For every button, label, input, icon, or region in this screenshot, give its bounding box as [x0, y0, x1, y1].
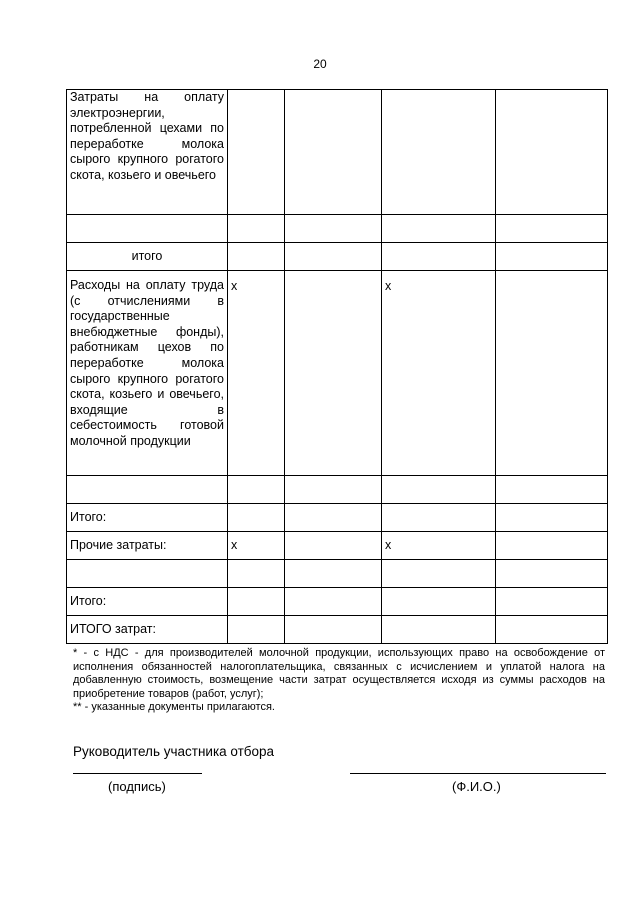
table-cell: x [382, 271, 496, 476]
table-cell [228, 616, 285, 644]
name-line [350, 773, 606, 774]
table-cell [228, 588, 285, 616]
table-cell [285, 616, 382, 644]
signature-label: (подпись) [108, 779, 166, 794]
table-cell [382, 560, 496, 588]
table-cell [228, 243, 285, 271]
table-cell [285, 271, 382, 476]
table-cell [382, 215, 496, 243]
table-cell [496, 504, 608, 532]
table-cell [285, 215, 382, 243]
table-cell [382, 504, 496, 532]
table-cell [496, 616, 608, 644]
table-cell [496, 588, 608, 616]
table-cell [382, 616, 496, 644]
row-label-grand-total: ИТОГО затрат: [67, 616, 228, 644]
table-cell [496, 532, 608, 560]
page-number: 20 [313, 57, 327, 71]
table-cell [496, 90, 608, 215]
table-cell [228, 476, 285, 504]
table-cell [285, 90, 382, 215]
table-row [67, 560, 608, 588]
cost-table [66, 89, 608, 644]
table-cell [67, 476, 228, 504]
table-cell [67, 560, 228, 588]
table-row [67, 271, 608, 476]
table-cell [382, 90, 496, 215]
table-cell [285, 504, 382, 532]
table-cell [382, 588, 496, 616]
table-cell [228, 560, 285, 588]
row-label-electricity: Затраты на оплату электроэнергии, потребленной цехами по переработке молока сырого крупного рогатого скота, козьего и овечьего [67, 90, 228, 215]
table-row [67, 243, 608, 271]
row-label-labor: Расходы на оплату труда (с отчислениями в государственные внебюджетные фонды), работникам цехов по переработке молока сырого крупного рогатого скота, козьего и овечьего, входящие в себестоимость готовой молочной продукции [67, 271, 228, 476]
row-label-subtotal: Итого: [67, 504, 228, 532]
table-cell [228, 215, 285, 243]
footnote-vat: * - с НДС - для производителей молочной продукции, использующих право на освобождение от исполнения обязанностей налогоплательщика, связанных с исчислением и уплатой налога на добавленную стоимость, возмещение части затрат осуществляется исходя из суммы расходов на приобретение товаров (работ, услуг); [73, 647, 605, 700]
signer-title: Руководитель участника отбора [73, 744, 275, 759]
name-label: (Ф.И.О.) [452, 779, 501, 794]
table-cell [285, 588, 382, 616]
table-row [67, 215, 608, 243]
table-cell [285, 532, 382, 560]
table-cell [382, 476, 496, 504]
table-cell [382, 243, 496, 271]
table-row [67, 504, 608, 532]
table-row [67, 532, 608, 560]
table-cell [285, 243, 382, 271]
table-cell [496, 243, 608, 271]
footnote-documents: ** - указанные документы прилагаются. [73, 701, 275, 714]
table-cell [228, 90, 285, 215]
table-row [67, 90, 608, 215]
table-cell: x [228, 271, 285, 476]
table-cell [496, 271, 608, 476]
table-cell [285, 560, 382, 588]
table-row [67, 476, 608, 504]
table-cell [228, 504, 285, 532]
row-label-total: итого [67, 243, 228, 271]
signature-line [73, 773, 202, 774]
table-cell [496, 215, 608, 243]
table-cell [67, 215, 228, 243]
row-label-other-costs: Прочие затраты: [67, 532, 228, 560]
table-cell [496, 476, 608, 504]
table-cell [496, 560, 608, 588]
footnotes [73, 647, 605, 715]
table-row [67, 616, 608, 644]
table-cell [285, 476, 382, 504]
row-label-subtotal: Итого: [67, 588, 228, 616]
table-cell: x [382, 532, 496, 560]
table-cell: x [228, 532, 285, 560]
table-row [67, 588, 608, 616]
